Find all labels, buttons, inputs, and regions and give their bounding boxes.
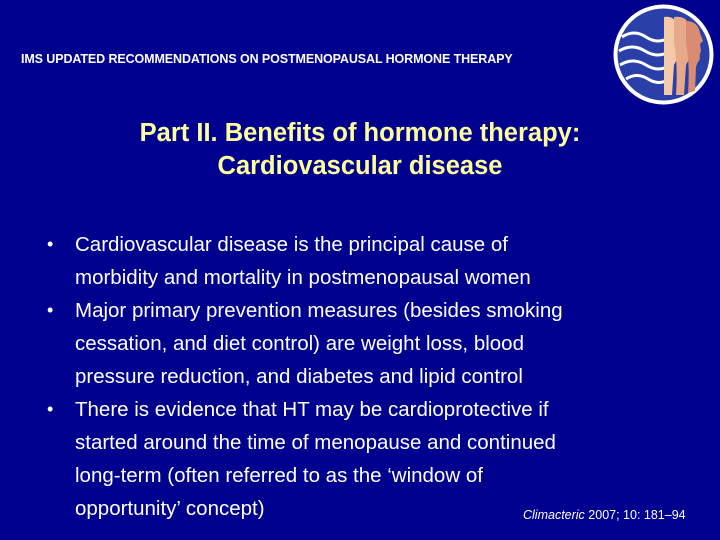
bullet-line: Cardiovascular disease is the principal cause of	[75, 233, 509, 256]
bullet-item	[47, 294, 687, 393]
slide-header: IMS UPDATED RECOMMENDATIONS ON POSTMENOPAUSAL HORMONE THERAPY	[21, 52, 513, 66]
bullet-list	[47, 228, 687, 525]
bullet-marker-icon: •	[47, 399, 54, 419]
bullet-item	[47, 228, 687, 294]
title-line-2: Cardiovascular disease	[217, 152, 503, 180]
bullet-line: opportunity’ concept)	[75, 497, 265, 520]
bullet-line: long-term (often referred to as the ‘window of	[75, 464, 483, 487]
bullet-item	[47, 393, 687, 525]
bullet-line: cessation, and diet control) are weight loss, blood	[75, 332, 524, 355]
bullet-marker-icon: •	[47, 300, 54, 320]
title-line-1: Part II. Benefits of hormone therapy:	[139, 119, 581, 147]
ims-faces-logo-icon	[612, 3, 715, 106]
bullet-marker-icon: •	[47, 234, 54, 254]
bullet-line: pressure reduction, and diabetes and lipid control	[75, 365, 523, 388]
bullet-line: morbidity and mortality in postmenopausal women	[75, 266, 531, 289]
bullet-line: Major primary prevention measures (besides smoking	[75, 299, 563, 322]
slide-title	[0, 117, 720, 183]
bullet-line: started around the time of menopause and continued	[75, 431, 556, 454]
citation-details: 2007; 10: 181–94	[584, 508, 686, 522]
citation-journal: Climacteric	[523, 508, 585, 522]
citation	[523, 508, 686, 522]
bullet-line: There is evidence that HT may be cardioprotective if	[75, 398, 549, 421]
